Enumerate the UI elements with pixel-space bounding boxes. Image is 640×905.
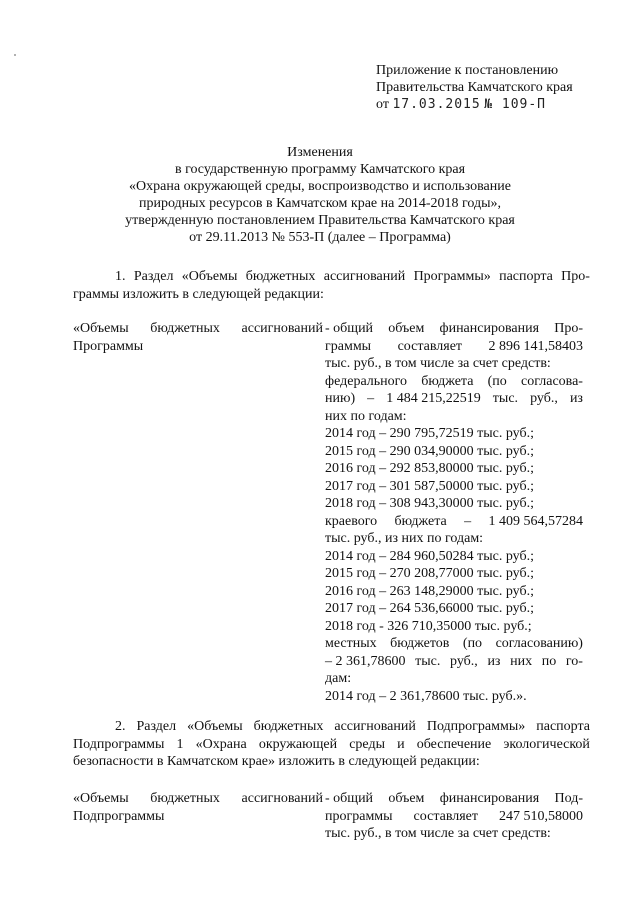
para-word: ассигнований (323, 269, 406, 284)
funding-line: дам: (325, 671, 352, 686)
para-line (73, 268, 590, 286)
title-line: Изменения (287, 145, 353, 160)
section-2-paragraph (73, 718, 590, 771)
label-line-1 (73, 320, 323, 338)
funding-word: 1 409 564,57284 (488, 513, 583, 529)
para-word: Программы» (413, 269, 491, 284)
para-word: Подпрограммы (73, 736, 165, 752)
funding-word: по (541, 653, 557, 669)
funding-line (325, 653, 583, 671)
para-word: ассигнований (334, 719, 416, 734)
funding-line: тыс. руб., из них по годам: (325, 531, 484, 546)
funding-word: согласова- (521, 373, 583, 389)
funding-line: 2014 год – 284 960,50284 тыс. руб.; (325, 548, 534, 564)
title-line: утвержденную постановлением Правительства Камчатского края (125, 213, 515, 228)
funding-word: 2 896 141,58403 (488, 338, 583, 354)
funding-word: краевого (325, 513, 378, 529)
para-word: Про- (561, 269, 590, 284)
funding-line: 2016 год – 292 853,80000 тыс. руб.; (325, 461, 534, 476)
label-line-1 (73, 790, 323, 808)
funding-word: Под- (554, 791, 583, 806)
funding-line: 2015 год – 270 208,77000 тыс. руб.; (325, 566, 534, 581)
handwritten-number: № 109-П (484, 97, 547, 112)
funding-line: 2017 год – 301 587,50000 тыс. руб.; (325, 478, 534, 494)
section-2-line-3: безопасности в Камчатском крае» изложить в следующей редакции: (73, 754, 480, 769)
para-word: бюджетных (253, 719, 324, 734)
funding-line: 2016 год – 263 148,29000 тыс. руб.; (325, 583, 534, 599)
funding-word: (по (462, 636, 483, 651)
funding-line: 2014 год – 290 795,72519 тыс. руб.; (325, 426, 534, 441)
appendix-date-prefix: от (376, 97, 389, 112)
section-2-funding-text (325, 790, 583, 843)
funding-word: федерального (325, 373, 408, 389)
para-word: и (397, 736, 405, 752)
appendix-line-2: Правительства Камчатского края (376, 80, 573, 95)
funding-line: них по годам: (325, 408, 407, 424)
section-2-label (73, 790, 323, 825)
funding-line: 2018 год – 308 943,30000 тыс. руб.; (325, 496, 534, 511)
label-word: «Объемы (73, 321, 129, 336)
para-word: 1. (115, 269, 126, 284)
funding-word: бюджета (421, 373, 474, 389)
section-1-funding-text (325, 320, 583, 705)
para-word: «Охрана (195, 736, 247, 752)
funding-line: 2014 год – 2 361,78600 тыс. руб.». (325, 688, 527, 704)
label-word: бюджетных (150, 791, 220, 806)
section-1-line-2: граммы изложить в следующей редакции: (73, 286, 324, 302)
funding-word: Про- (554, 321, 583, 336)
para-word: паспорта (499, 269, 553, 284)
funding-word: согласованию) (495, 636, 583, 651)
title-line: «Охрана окружающей среды, воспроизводство и использование (129, 179, 511, 194)
funding-word: местных (325, 636, 377, 651)
para-word: бюджетных (245, 269, 316, 284)
appendix-header (376, 62, 573, 113)
funding-line: 2017 год – 264 536,66000 тыс. руб.; (325, 601, 534, 616)
funding-word: составляет (413, 808, 479, 824)
funding-word: объем (388, 791, 425, 806)
funding-line: 2015 год – 290 034,90000 тыс. руб.; (325, 443, 534, 459)
section-1-paragraph (73, 268, 590, 303)
label-line-2: Подпрограммы (73, 808, 165, 824)
funding-word: тыс. (415, 653, 441, 669)
funding-line (325, 790, 583, 808)
funding-word: бюджетов (390, 636, 450, 651)
title-line: природных ресурсов в Камчатском крае на 2014-2018 годы», (138, 196, 502, 211)
funding-word: руб., (450, 653, 478, 669)
funding-word: из (569, 391, 583, 406)
title-line: в государственную программу Камчатского края (174, 162, 466, 177)
para-word: среды (349, 736, 385, 752)
funding-word: программы (325, 808, 393, 824)
label-word: ассигнований (241, 791, 323, 806)
label-word: «Объемы (73, 791, 129, 806)
funding-word: 247 510,58000 (498, 808, 583, 824)
funding-line: 2018 год - 326 710,35000 тыс. руб.; (325, 618, 532, 634)
funding-word: – (464, 513, 472, 529)
para-word: Раздел (136, 719, 177, 734)
funding-line (325, 635, 583, 653)
funding-line: тыс. руб., в том числе за счет средств: (325, 826, 551, 841)
funding-word: нию) (325, 391, 356, 406)
funding-word: граммы (325, 338, 372, 354)
funding-word: объем (388, 321, 425, 336)
para-word: Подпрограммы» (426, 719, 526, 734)
funding-word: – 2 361,78600 (325, 653, 406, 669)
para-word: 2. (115, 719, 126, 734)
funding-word: (по (487, 373, 507, 389)
label-word: ассигнований (241, 321, 323, 336)
funding-word: – (367, 391, 375, 406)
label-line-2: Программы (73, 338, 144, 354)
appendix-line-1: Приложение к постановлению (376, 63, 559, 78)
label-word: бюджетных (150, 321, 220, 336)
funding-word: - общий (325, 321, 374, 336)
funding-word: 1 484 215,22519 (386, 391, 481, 406)
funding-line (325, 320, 583, 338)
section-2-line-2 (73, 736, 590, 754)
funding-line (325, 373, 583, 391)
para-word: Раздел (133, 269, 174, 284)
para-word: окружающей (258, 736, 338, 752)
funding-word: бюджета (394, 513, 447, 529)
funding-word: финансирования (439, 321, 540, 336)
funding-line: тыс. руб., в том числе за счет средств: (325, 356, 551, 371)
funding-line (325, 808, 583, 826)
funding-line (325, 338, 583, 356)
section-2-line-1 (73, 718, 590, 736)
funding-word: из (487, 653, 501, 669)
para-word: «Объемы (181, 269, 238, 284)
funding-line (325, 513, 583, 531)
scan-speck (14, 54, 16, 56)
title-line: от 29.11.2013 № 553-П (далее – Программа) (189, 230, 451, 245)
funding-word: составляет (397, 338, 463, 354)
funding-word: руб., (530, 391, 558, 406)
para-word: 1 (176, 736, 184, 752)
handwritten-date: 17.03.2015 (392, 97, 481, 112)
funding-word: го- (565, 653, 583, 669)
funding-word: тыс. (492, 391, 519, 406)
section-1-label (73, 320, 323, 355)
funding-word: них (510, 653, 533, 669)
funding-line (325, 390, 583, 408)
funding-word: финансирования (439, 791, 540, 806)
para-word: «Объемы (187, 719, 243, 734)
funding-word: - общий (325, 791, 374, 806)
para-word: паспорта (536, 719, 590, 734)
document-title (60, 144, 580, 246)
appendix-date-line (376, 96, 573, 113)
para-word: экологической (503, 736, 590, 752)
para-word: обеспечение (416, 736, 492, 752)
